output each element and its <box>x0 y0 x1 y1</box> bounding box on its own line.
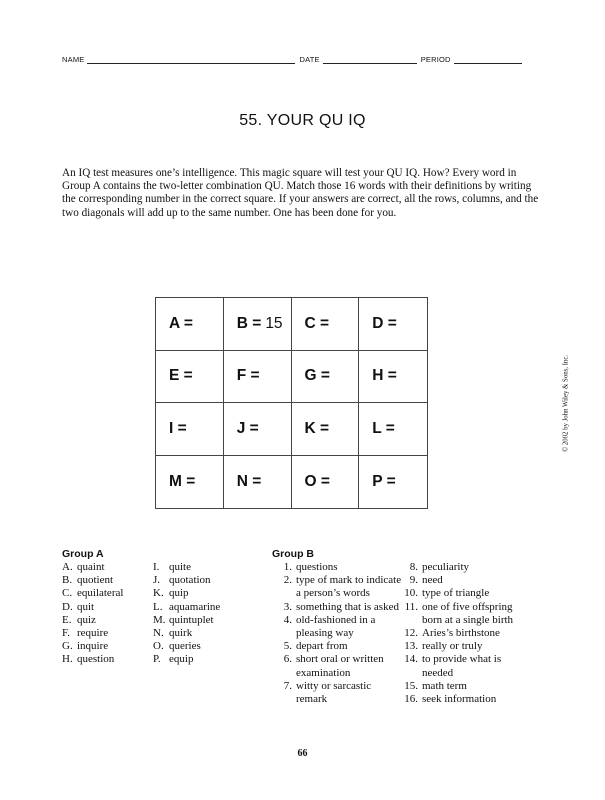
grid-cell-g[interactable] <box>292 351 360 404</box>
list-item: 12. Aries’s birthstone <box>404 627 500 640</box>
grid-cell-a[interactable] <box>156 298 224 351</box>
cell-label: L = <box>372 419 395 437</box>
grid-cell-i[interactable] <box>156 403 224 456</box>
list-item: A. quaint <box>62 561 105 573</box>
grid-cell-f[interactable] <box>224 351 292 404</box>
grid-cell-b[interactable] <box>224 298 292 351</box>
cell-label: H = <box>372 367 397 385</box>
list-item: 9. need <box>409 574 443 587</box>
cell-label: O = <box>304 472 330 490</box>
group-b-heading: Group B <box>272 548 314 560</box>
list-item: D. quit <box>62 600 95 613</box>
magic-square-grid <box>155 297 428 509</box>
grid-cell-k[interactable] <box>292 403 360 456</box>
cell-label: K = <box>304 419 330 437</box>
grid-cell-m[interactable] <box>156 456 224 509</box>
grid-cell-l[interactable] <box>359 403 427 456</box>
cell-label: B = <box>236 314 262 332</box>
list-item: J. quotation <box>153 574 211 587</box>
cell-label: I = <box>169 419 187 437</box>
list-item: 11. one of five offspring born at a single birth <box>404 600 514 626</box>
name-field[interactable] <box>87 55 295 64</box>
list-item: 14. to provide what is needed <box>404 653 502 679</box>
instructions-paragraph: An IQ test measures one’s intelligence. This magic square will test your QU IQ. How? Every word in Group A contains the two-letter combination QU. Match those 16 words with their definitions by writing the corresponding number in the correct square. If your answers are correct, all the rows, columns, and the two diagonals will add up to the same number. One has been done for you. <box>62 167 539 219</box>
cell-label: C = <box>304 314 330 332</box>
list-item: 6. short oral or written examination <box>283 653 384 679</box>
grid-cell-c[interactable] <box>292 298 360 351</box>
grid-cell-h[interactable] <box>359 351 427 404</box>
group-a-column-2 <box>153 561 220 667</box>
group-a-column-1 <box>62 561 123 667</box>
list-item: L. aquamarine <box>153 600 221 613</box>
page-number: 66 <box>297 748 308 759</box>
grid-cell-p[interactable] <box>359 456 427 509</box>
list-item: 10. type of triangle <box>404 587 490 600</box>
list-item: 4. old-fashioned in a pleasing way <box>283 613 376 640</box>
list-item: 5. depart from <box>283 640 348 653</box>
cell-label: E = <box>169 367 193 385</box>
cell-label: P = <box>372 472 396 490</box>
cell-answer: 15 <box>265 314 283 332</box>
cell-label: D = <box>372 314 397 332</box>
cell-label: G = <box>304 367 330 385</box>
grid-cell-n[interactable] <box>224 456 292 509</box>
group-b-column-2 <box>398 561 530 706</box>
name-label: NAME <box>62 55 85 64</box>
list-item: 2. type of mark to indicate a person’s words <box>283 574 402 600</box>
list-item: F. require <box>62 627 109 640</box>
period-field[interactable] <box>454 55 522 64</box>
list-item: N. quirk <box>153 627 193 640</box>
cell-label: F = <box>236 367 260 385</box>
list-item: O. queries <box>153 640 201 653</box>
list-item: I. quite <box>153 561 191 573</box>
list-item: 16. seek information <box>404 693 497 706</box>
cell-label: M = <box>169 472 196 490</box>
list-item: 1. questions <box>283 561 338 573</box>
list-item: C. equilateral <box>62 587 124 600</box>
grid-cell-e[interactable] <box>156 351 224 404</box>
copyright-notice: © 2002 by John Wiley & Sons, Inc. <box>562 354 570 453</box>
list-item: 8. peculiarity <box>409 561 470 573</box>
grid-cell-j[interactable] <box>224 403 292 456</box>
period-label: PERIOD <box>420 55 451 64</box>
cell-label: J = <box>236 419 259 437</box>
list-item: M. quintuplet <box>153 613 214 626</box>
date-field[interactable] <box>323 55 417 64</box>
grid-cell-o[interactable] <box>292 456 360 509</box>
list-item: E. quiz <box>62 613 96 626</box>
list-item: G. inquire <box>62 640 109 653</box>
group-b-column-1 <box>272 561 404 706</box>
cell-label: A = <box>169 314 193 332</box>
list-item: B. quotient <box>62 574 114 587</box>
list-item: 3. something that is asked <box>283 600 399 613</box>
page-title: 55. YOUR QU IQ <box>239 112 366 129</box>
grid-cell-d[interactable] <box>359 298 427 351</box>
group-a-heading: Group A <box>62 548 104 560</box>
student-info-header <box>62 55 532 64</box>
cell-label: N = <box>236 472 262 490</box>
list-item: P. equip <box>153 653 194 666</box>
date-label: DATE <box>299 55 320 64</box>
list-item: K. quip <box>153 587 189 600</box>
list-item: 7. witty or sarcastic remark <box>283 679 372 706</box>
list-item: H. question <box>62 653 115 666</box>
list-item: 15. math term <box>404 679 467 692</box>
list-item: 13. really or truly <box>404 640 483 653</box>
